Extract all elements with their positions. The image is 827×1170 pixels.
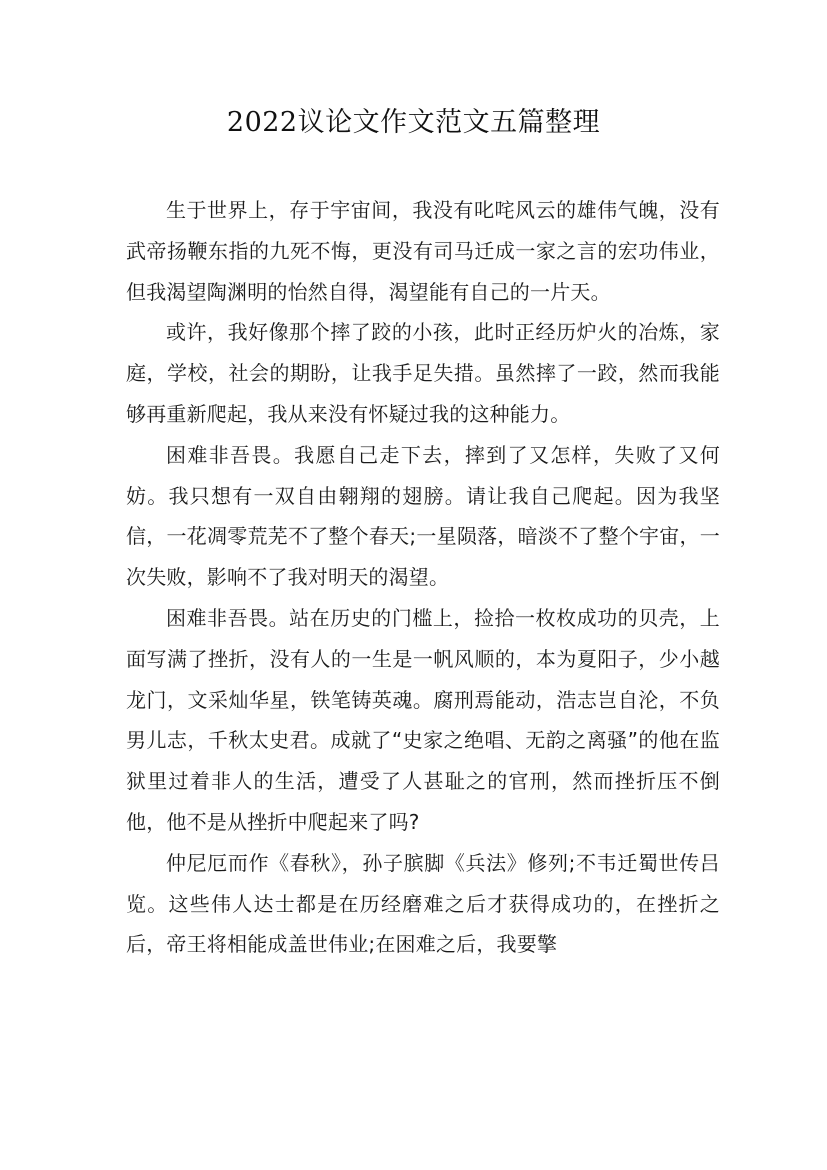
paragraph-3: 困难非吾畏。我愿自己走下去，摔到了又怎样，失败了又何妨。我只想有一双自由翱翔的翅膀。请让我自己爬起。因为我坚信，一花凋零荒芜不了整个春天;一星陨落，暗淡不了整个宇宙，一次失败，影响不了我对明天的渴望。 [126,442,720,590]
document-body [126,190,720,965]
paragraph-4: 困难非吾畏。站在历史的门槛上，捡拾一枚枚成功的贝壳，上面写满了挫折，没有人的一生是一帆风顺的，本为夏阳子，少小越龙门，文采灿华星，铁笔铸英魂。腐刑焉能动，浩志岂自沦，不负男儿志，千秋太史君。成就了“史家之绝唱、无韵之离骚”的他在监狱里过着非人的生活，遭受了人甚耻之的官刑，然而挫折压不倒他，他不是从挫折中爬起来了吗? [126,605,720,834]
paragraph-2: 或许，我好像那个摔了跤的小孩，此时正经历炉火的冶炼，家庭，学校，社会的期盼，让我手足失措。虽然摔了一跤，然而我能够再重新爬起，我从来没有怀疑过我的这种能力。 [126,320,720,426]
paragraph-5: 仲尼厄而作《春秋》，孙子膑脚《兵法》修列;不韦迁蜀世传吕览。这些伟人达士都是在历经磨难之后才获得成功的，在挫折之后，帝王将相能成盖世伟业;在困难之后，我要擎 [126,850,720,957]
document-title: 2022议论文作文范文五篇整理 [226,107,601,138]
paragraph-1: 生于世界上，存于宇宙间，我没有叱咤风云的雄伟气魄，没有武帝扬鞭东指的九死不悔，更没有司马迁成一家之言的宏功伟业，但我渴望陶渊明的怡然自得，渴望能有自己的一片天。 [126,198,720,304]
